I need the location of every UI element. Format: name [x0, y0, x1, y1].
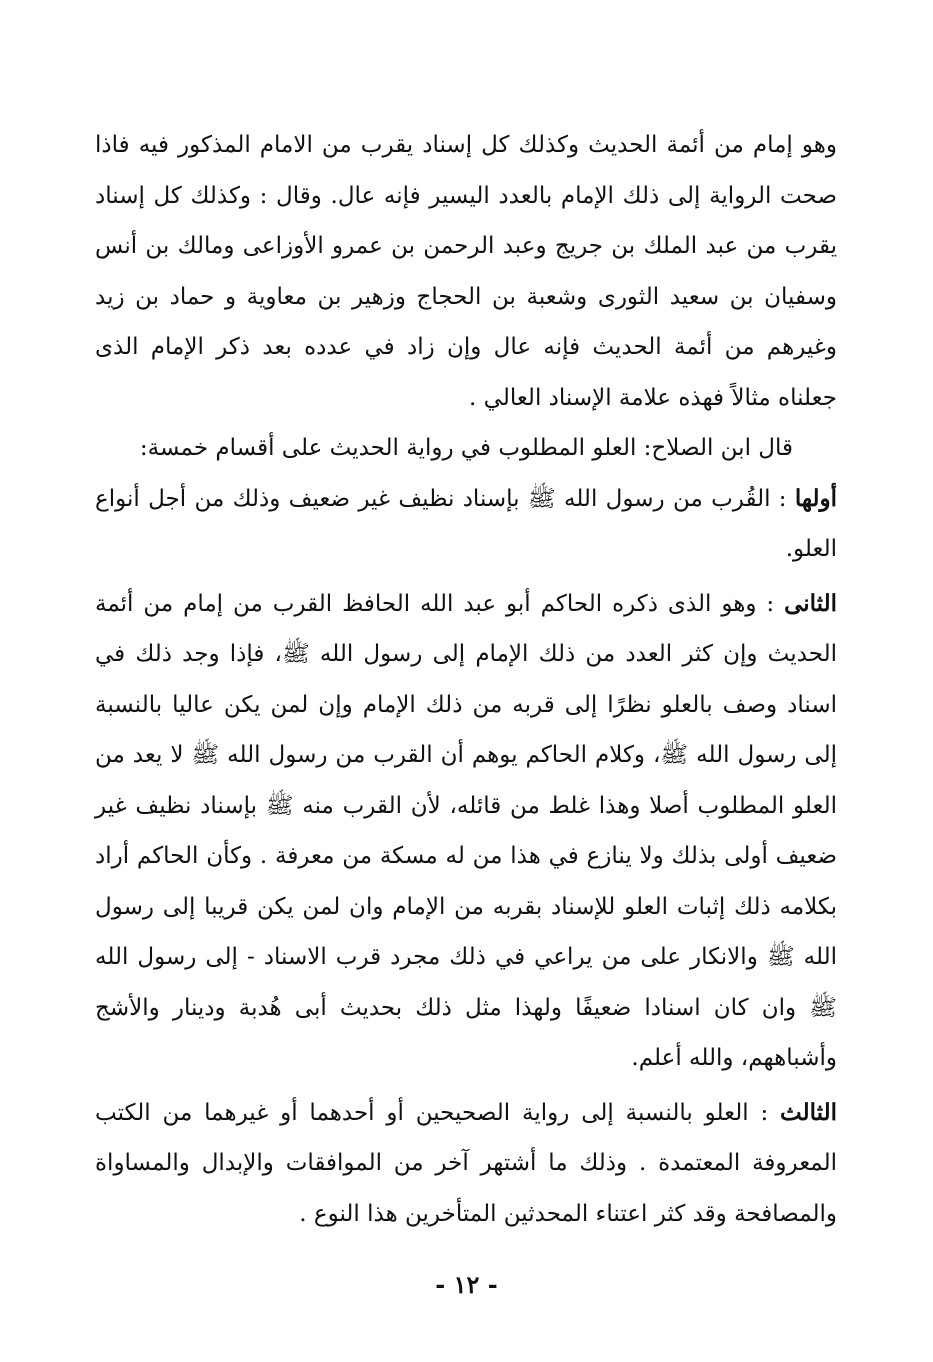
paragraph-isnad-explanation: وهو إمام من أئمة الحديث وكذلك كل إسناد يقرب من الامام المذكور فيه فاذا صحت الرواية إلى ذلك الإمام بالعدد اليسير فإنه عال. وقال : وكذلك كل إسناد يقرب من عبد الملك بن جريج وعبد الرحمن بن عمرو الأوزاعى ومالك بن أنس وسفيان بن سعيد الثورى وشعبة بن الحجاج وزهير بن معاوية و حماد بن زيد وغيرهم من أئمة الحديث فإنه عال وإن زاد في عدده بعد ذكر الإمام الذى جعلناه مثالاً فهذه علامة الإسناد العالي .: [95, 132, 837, 411]
first-type-heading: أولها: [794, 484, 837, 512]
paragraph-first-type: [95, 474, 837, 575]
paragraph-ibn-salah-quote: قال ابن الصلاح: العلو المطلوب في رواية الحديث على أقسام خمسة:: [139, 435, 793, 461]
third-type-heading: الثالث: [780, 1098, 837, 1126]
page-body: [95, 120, 837, 1239]
paragraph-third-type: [95, 1088, 837, 1240]
second-type-heading: الثانى: [784, 589, 837, 617]
paragraph-second-type: [95, 579, 837, 1084]
first-type-text: : القُرب من رسول الله ﷺ بإسناد نظيف غير ضعيف وذلك من أجل أنواع العلو.: [95, 485, 837, 562]
second-type-text: : وهو الذى ذكره الحاكم أبو عبد الله الحافظ القرب من إمام من أئمة الحديث وإن كثر العدد من ذلك الإمام إلى رسول الله ﷺ، فإذا وجد ذلك في اسناد وصف بالعلو نظرًا إلى قربه من ذلك الإمام وإن لمن يكن عاليا بالنسبة إلى رسول الله ﷺ، وكلام الحاكم يوهم أن القرب من رسول الله ﷺ لا يعد من العلو المطلوب أصلا وهذا غلط من قائله، لأن القرب منه ﷺ بإسناد نظيف غير ضعيف أولى بذلك ولا ينازع في هذا من له مسكة من معرفة . وكأن الحاكم أراد بكلامه ذلك إثبات العلو للإسناد بقربه من الإمام وان لمن يكن قريبا إلى رسول الله ﷺ والانكار على من يراعي في ذلك مجرد قرب الاسناد - إلى رسول الله ﷺ وان كان اسنادا ضعيفًا ولهذا مثل ذلك بحديث أبى هُدبة ودينار والأشج وأشباههم، والله أعلم.: [95, 590, 837, 1071]
third-type-text: : العلو بالنسبة إلى رواية الصحيحين أو أحدهما أو غيرهما من الكتب المعروفة المعتمدة . وذلك ما أشتهر آخر من الموافقات والإبدال والمساواة والمصافحة وقد كثر اعتناء المحدثين المتأخرين هذا النوع .: [95, 1099, 837, 1227]
page-number: - ١٢ -: [435, 1270, 498, 1299]
